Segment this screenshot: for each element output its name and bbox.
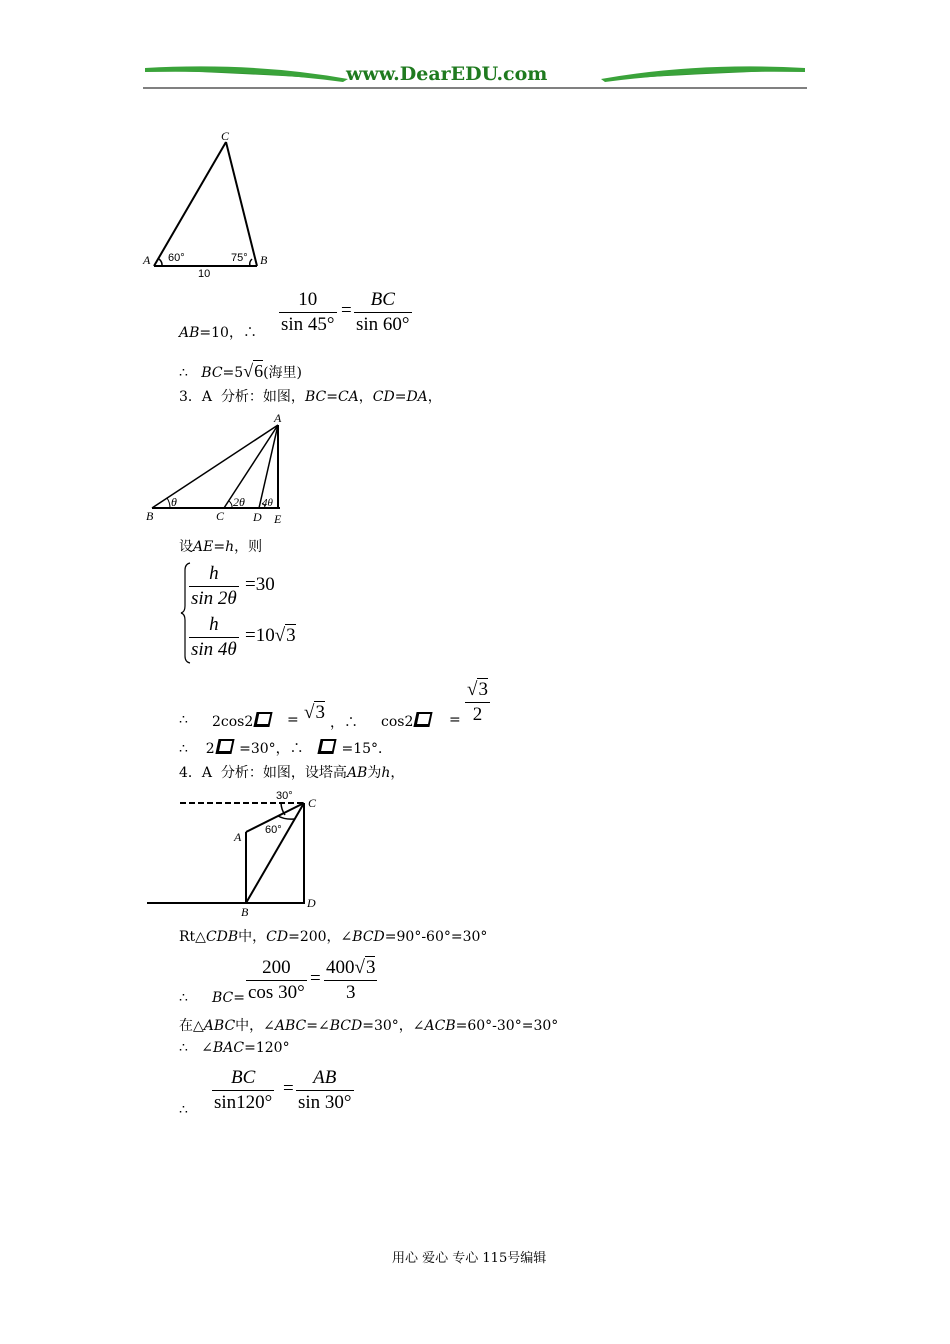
ab-value: =10，∴	[199, 325, 257, 341]
fraction-bc-sin120: BC sin120°	[214, 1067, 273, 1113]
label-b: B	[241, 905, 249, 919]
fraction-400sqrt3-over-3: 400√3 3	[326, 957, 376, 1003]
label-d: D	[253, 510, 262, 524]
figure-angle-doubling	[140, 410, 290, 528]
line-ab-given	[179, 322, 257, 342]
equals-sign: =	[283, 1078, 294, 1099]
angle-theta: θ	[171, 495, 177, 509]
sqrt3-value: √3	[304, 702, 325, 723]
sine-law-equation-2: ∴ BC sin120° = AB sin 30°	[179, 1067, 352, 1118]
side-ab-label: 10	[198, 268, 211, 280]
angle-30-label: 30°	[276, 790, 293, 802]
label-c: C	[216, 509, 225, 523]
placeholder-box	[254, 712, 273, 727]
site-logo: www.DearEDU.com	[346, 63, 548, 85]
fraction-ab-sin30: AB sin 30°	[298, 1067, 352, 1113]
item-4-intro: 4．A 分析：如图，设塔高AB为h，	[179, 765, 405, 781]
page-footer: 用心 爱心 专心 115号编辑	[392, 1251, 547, 1266]
rhs-30: =30	[245, 574, 275, 595]
equals-sign: =	[310, 968, 321, 989]
line-triangle-abc: 在△ABC中，∠ABC=∠BCD=30°，∠ACB=60°-30°=30°	[179, 1018, 559, 1034]
placeholder-box	[215, 739, 234, 754]
angle-4theta: 4θ	[262, 497, 273, 509]
label-a: A	[143, 253, 151, 267]
placeholder-box	[414, 712, 433, 727]
line-bc-result: ∴ BC=5√6(海里)	[179, 361, 303, 381]
angle-b-label: 75°	[231, 252, 248, 264]
figure-tower	[145, 786, 325, 920]
fraction-200-cos30: 200 cos 30°	[248, 957, 305, 1003]
fraction-sqrt3-over-2: √3 2	[467, 679, 488, 725]
sine-law-equation-1	[279, 288, 419, 344]
rhs-10sqrt3: =10√3	[245, 625, 296, 646]
line-cos-result: ∴ 2cos2 = √3 ，∴ cos2 = √3 2	[179, 679, 488, 731]
figure-triangle-abc	[140, 128, 280, 280]
label-c: C	[221, 129, 230, 143]
fraction-10-sin45: 10 sin 45°	[281, 289, 335, 335]
label-d: D	[307, 896, 316, 910]
label-e: E	[274, 512, 282, 526]
angle-a-label: 60°	[168, 252, 185, 264]
angle-2theta: 2θ	[233, 495, 245, 509]
label-b: B	[146, 509, 154, 523]
fraction-bc-sin60: BC sin 60°	[356, 289, 410, 335]
label-c: C	[308, 796, 317, 810]
placeholder-box	[317, 739, 336, 754]
angle-60-label: 60°	[265, 824, 282, 836]
label-a: A	[274, 411, 282, 425]
line-rt-triangle: Rt△CDB中，CD=200，∠BCD=90°-60°=30°	[179, 929, 488, 945]
item-3-intro: 3．A 分析：如图，BC=CA，CD=DA，	[179, 389, 442, 405]
fraction-h-sin2theta: h sin 2θ	[191, 563, 237, 609]
line-bc-equation: ∴ BC= 200 cos 30° = 400√3 3	[179, 957, 376, 1006]
equals-sign: =	[341, 300, 352, 321]
equation-system	[180, 562, 320, 666]
ab-symbol: AB	[179, 325, 200, 341]
line-set-ae: 设AE=h，则	[179, 539, 263, 555]
header-banner	[143, 62, 807, 92]
line-angle-bac: ∴ ∠BAC=120°	[179, 1040, 290, 1056]
label-b: B	[260, 253, 268, 267]
line-angle-result: ∴ 2 =30°，∴ =15°．	[179, 741, 393, 757]
label-a: A	[234, 830, 242, 844]
fraction-h-sin4theta: h sin 4θ	[191, 614, 237, 660]
